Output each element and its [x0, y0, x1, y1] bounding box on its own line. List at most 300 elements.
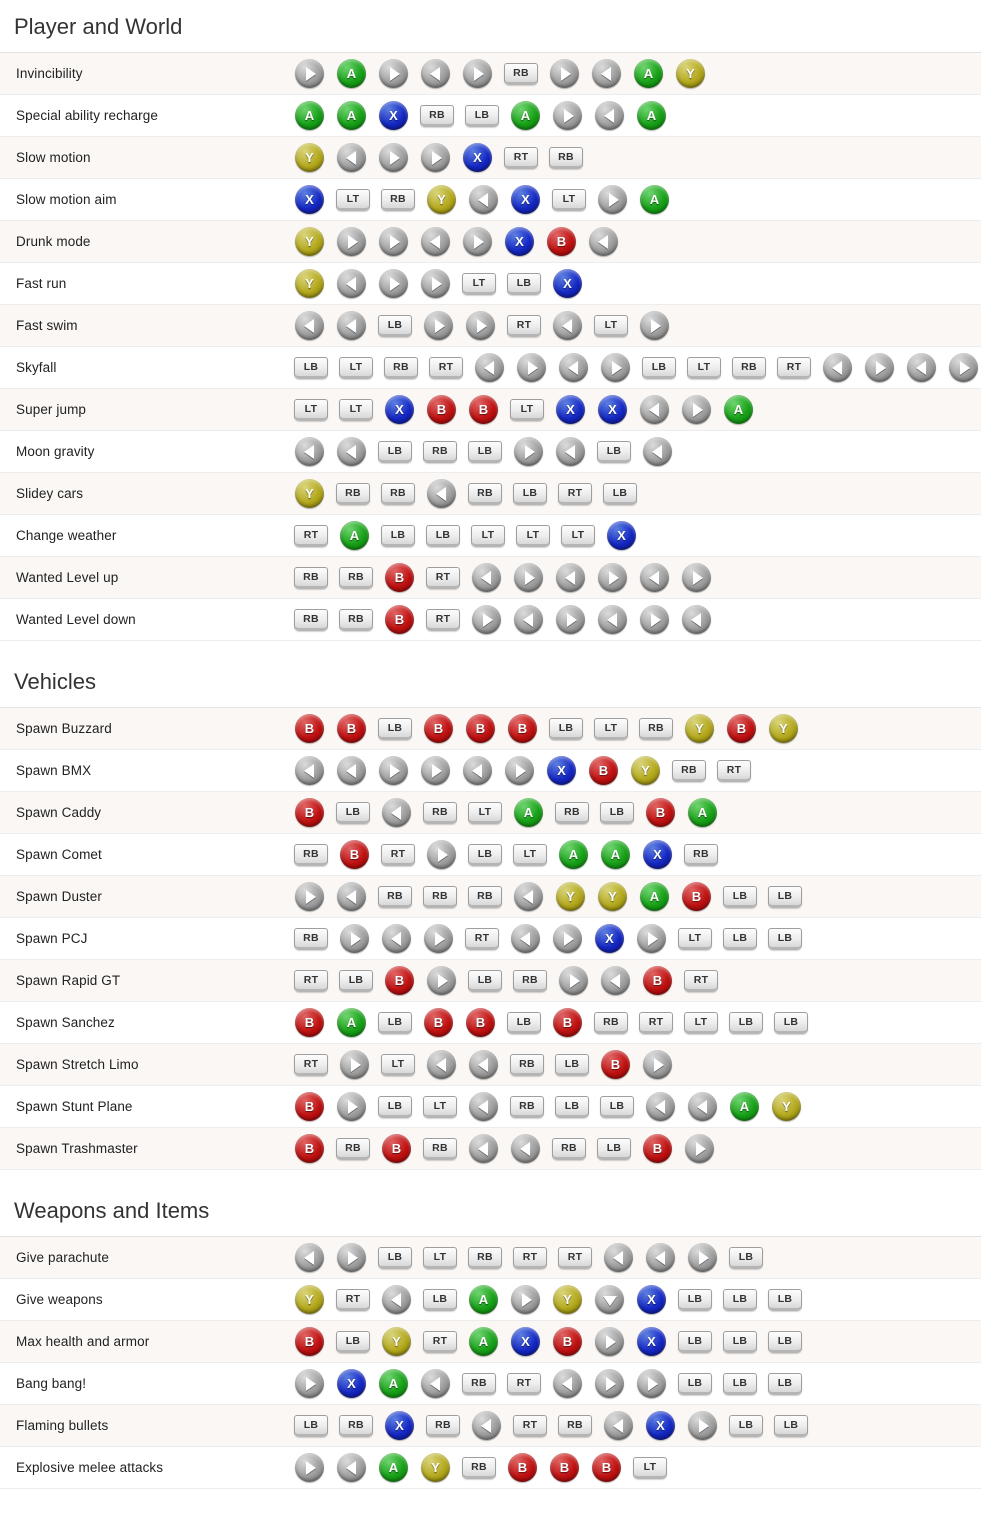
dpad-left-icon — [469, 1134, 498, 1163]
arrow-glyph — [346, 1461, 356, 1475]
dpad-right-icon — [637, 1369, 666, 1398]
arrow-glyph — [516, 764, 526, 778]
button-sequence — [290, 101, 679, 130]
button-lb-icon: LB — [774, 1012, 808, 1034]
dpad-right-icon — [421, 756, 450, 785]
button-sequence — [290, 1327, 814, 1356]
arrow-glyph — [655, 1100, 665, 1114]
arrow-glyph — [438, 974, 448, 988]
arrow-glyph — [693, 403, 703, 417]
button-rb-icon: RB — [462, 1373, 496, 1395]
button-y-icon: Y — [295, 479, 324, 508]
button-lb-icon: LB — [597, 441, 631, 463]
button-lb-icon: LB — [768, 886, 802, 908]
button-a-icon: A — [634, 59, 663, 88]
dpad-right-icon — [601, 353, 630, 382]
button-a-icon: A — [295, 101, 324, 130]
arrow-glyph — [436, 487, 446, 501]
button-rb-icon: RB — [510, 1096, 544, 1118]
button-rt-icon: RT — [336, 1289, 370, 1311]
button-rb-icon: RB — [378, 886, 412, 908]
button-rt-icon: RT — [423, 1331, 457, 1353]
arrow-glyph — [432, 277, 442, 291]
dpad-left-icon — [421, 227, 450, 256]
button-sequence — [290, 1092, 814, 1121]
dpad-left-icon — [646, 1243, 675, 1272]
cheat-name: Spawn Stunt Plane — [16, 1099, 133, 1114]
arrow-glyph — [304, 445, 314, 459]
arrow-glyph — [346, 764, 356, 778]
button-rb-icon: RB — [558, 1415, 592, 1437]
button-y-icon: Y — [553, 1285, 582, 1314]
button-b-icon: B — [295, 798, 324, 827]
table-row — [0, 1237, 981, 1279]
dpad-right-icon — [637, 924, 666, 953]
cheat-name: Slow motion aim — [16, 192, 117, 207]
button-lt-icon: LT — [684, 1012, 718, 1034]
button-y-icon: Y — [295, 143, 324, 172]
button-lb-icon: LB — [678, 1289, 712, 1311]
button-lb-icon: LB — [423, 1289, 457, 1311]
button-sequence — [290, 840, 730, 869]
button-rb-icon: RB — [423, 886, 457, 908]
dpad-right-icon — [598, 185, 627, 214]
button-rb-icon: RB — [426, 1415, 460, 1437]
arrow-glyph — [430, 67, 440, 81]
section-title: Player and World — [0, 0, 981, 53]
cheat-name: Spawn PCJ — [16, 931, 88, 946]
dpad-right-icon — [682, 563, 711, 592]
button-lt-icon: LT — [339, 399, 373, 421]
button-a-icon: A — [340, 521, 369, 550]
arrow-glyph — [481, 1419, 491, 1433]
button-lb-icon: LB — [378, 441, 412, 463]
dpad-left-icon — [337, 882, 366, 911]
button-rt-icon: RT — [507, 1373, 541, 1395]
button-a-icon: A — [637, 101, 666, 130]
dpad-left-icon — [604, 1411, 633, 1440]
dpad-left-icon — [469, 185, 498, 214]
button-lb-icon: LB — [723, 1373, 757, 1395]
table-row — [0, 137, 981, 179]
button-x-icon: X — [637, 1285, 666, 1314]
button-lb-icon: LB — [378, 315, 412, 337]
arrow-glyph — [568, 361, 578, 375]
dpad-left-icon — [601, 966, 630, 995]
button-lt-icon: LT — [594, 718, 628, 740]
arrow-glyph — [525, 571, 535, 585]
table-row — [0, 431, 981, 473]
dpad-right-icon — [685, 1134, 714, 1163]
button-rt-icon: RT — [507, 315, 541, 337]
arrow-glyph — [306, 1377, 316, 1391]
button-y-icon: Y — [295, 1285, 324, 1314]
button-y-icon: Y — [421, 1453, 450, 1482]
button-x-icon: X — [547, 756, 576, 785]
button-rt-icon: RT — [504, 147, 538, 169]
table-row — [0, 960, 981, 1002]
dpad-left-icon — [295, 311, 324, 340]
cheat-name: Flaming bullets — [16, 1418, 109, 1433]
dpad-right-icon — [295, 882, 324, 911]
arrow-glyph — [306, 67, 316, 81]
dpad-right-icon — [427, 966, 456, 995]
arrow-glyph — [346, 277, 356, 291]
button-lb-icon: LB — [339, 970, 373, 992]
arrow-glyph — [390, 235, 400, 249]
table-row — [0, 1002, 981, 1044]
cheat-name: Give weapons — [16, 1292, 103, 1307]
button-b-icon: B — [589, 756, 618, 785]
button-sequence — [290, 882, 814, 911]
arrow-glyph — [609, 571, 619, 585]
dpad-right-icon — [598, 563, 627, 592]
dpad-left-icon — [643, 437, 672, 466]
button-y-icon: Y — [295, 269, 324, 298]
button-a-icon: A — [514, 798, 543, 827]
arrow-glyph — [474, 235, 484, 249]
button-lb-icon: LB — [678, 1331, 712, 1353]
button-sequence — [290, 1050, 685, 1079]
button-rb-icon: RB — [339, 1415, 373, 1437]
button-x-icon: X — [595, 924, 624, 953]
arrow-glyph — [430, 1377, 440, 1391]
arrow-glyph — [474, 67, 484, 81]
button-x-icon: X — [295, 185, 324, 214]
dpad-right-icon — [379, 59, 408, 88]
arrow-glyph — [651, 319, 661, 333]
arrow-glyph — [613, 1419, 623, 1433]
button-a-icon: A — [730, 1092, 759, 1121]
button-y-icon: Y — [556, 882, 585, 911]
button-lt-icon: LT — [678, 928, 712, 950]
dpad-left-icon — [427, 1050, 456, 1079]
button-b-icon: B — [646, 798, 675, 827]
button-b-icon: B — [469, 395, 498, 424]
button-rt-icon: RT — [294, 525, 328, 547]
table-row — [0, 876, 981, 918]
dpad-right-icon — [379, 143, 408, 172]
arrow-glyph — [432, 764, 442, 778]
button-lb-icon: LB — [381, 525, 415, 547]
dpad-left-icon — [427, 479, 456, 508]
arrow-glyph — [390, 277, 400, 291]
button-rb-icon: RB — [510, 1054, 544, 1076]
table-row — [0, 792, 981, 834]
dpad-right-icon — [553, 924, 582, 953]
arrow-glyph — [649, 571, 659, 585]
table-row — [0, 1405, 981, 1447]
button-rb-icon: RB — [339, 567, 373, 589]
button-b-icon: B — [427, 395, 456, 424]
dpad-left-icon — [295, 756, 324, 785]
button-a-icon: A — [379, 1369, 408, 1398]
cheat-name: Spawn BMX — [16, 763, 92, 778]
button-x-icon: X — [511, 185, 540, 214]
button-sequence — [290, 1134, 727, 1163]
button-rt-icon: RT — [294, 1054, 328, 1076]
button-lt-icon: LT — [594, 315, 628, 337]
arrow-glyph — [346, 319, 356, 333]
button-a-icon: A — [688, 798, 717, 827]
button-b-icon: B — [727, 714, 756, 743]
button-b-icon: B — [340, 840, 369, 869]
button-rb-icon: RB — [294, 609, 328, 631]
button-a-icon: A — [337, 101, 366, 130]
arrow-glyph — [916, 361, 926, 375]
dpad-left-icon — [337, 143, 366, 172]
dpad-left-icon — [463, 756, 492, 785]
dpad-left-icon — [688, 1092, 717, 1121]
button-b-icon: B — [295, 1327, 324, 1356]
arrow-glyph — [523, 613, 533, 627]
arrow-glyph — [348, 1100, 358, 1114]
button-rb-icon: RB — [336, 1138, 370, 1160]
button-lb-icon: LB — [513, 483, 547, 505]
dpad-right-icon — [427, 840, 456, 869]
button-rb-icon: RB — [381, 189, 415, 211]
arrow-glyph — [691, 613, 701, 627]
button-rb-icon: RB — [294, 844, 328, 866]
dpad-right-icon — [340, 924, 369, 953]
dpad-left-icon — [295, 1243, 324, 1272]
button-lb-icon: LB — [723, 886, 757, 908]
button-lt-icon: LT — [423, 1096, 457, 1118]
button-rb-icon: RB — [420, 105, 454, 127]
button-lt-icon: LT — [339, 357, 373, 379]
cheat-row-list — [0, 708, 981, 1170]
button-sequence — [290, 59, 718, 88]
button-x-icon: X — [385, 1411, 414, 1440]
dpad-left-icon — [475, 353, 504, 382]
button-sequence — [290, 311, 682, 340]
button-lb-icon: LB — [378, 1247, 412, 1269]
button-sequence — [290, 1411, 820, 1440]
arrow-glyph — [432, 151, 442, 165]
cheat-name: Max health and armor — [16, 1334, 150, 1349]
arrow-glyph — [655, 1251, 665, 1265]
button-rt-icon: RT — [381, 844, 415, 866]
dpad-left-icon — [514, 605, 543, 634]
button-sequence — [290, 1285, 814, 1314]
button-lt-icon: LT — [552, 189, 586, 211]
button-x-icon: X — [337, 1369, 366, 1398]
dpad-right-icon — [559, 966, 588, 995]
arrow-glyph — [570, 974, 580, 988]
dpad-right-icon — [379, 756, 408, 785]
button-b-icon: B — [385, 563, 414, 592]
cheat-name: Spawn Rapid GT — [16, 973, 121, 988]
button-lb-icon: LB — [426, 525, 460, 547]
cheat-name: Give parachute — [16, 1250, 109, 1265]
cheat-name: Slow motion — [16, 150, 91, 165]
dpad-left-icon — [469, 1092, 498, 1121]
arrow-glyph — [603, 1296, 617, 1306]
button-x-icon: X — [379, 101, 408, 130]
button-b-icon: B — [547, 227, 576, 256]
button-b-icon: B — [295, 714, 324, 743]
cheat-name: Fast run — [16, 276, 67, 291]
button-y-icon: Y — [685, 714, 714, 743]
arrow-glyph — [651, 613, 661, 627]
button-b-icon: B — [592, 1453, 621, 1482]
arrow-glyph — [478, 193, 488, 207]
arrow-glyph — [562, 1377, 572, 1391]
arrow-glyph — [391, 932, 401, 946]
button-x-icon: X — [598, 395, 627, 424]
button-x-icon: X — [511, 1327, 540, 1356]
button-y-icon: Y — [676, 59, 705, 88]
arrow-glyph — [612, 361, 622, 375]
cheat-name: Invincibility — [16, 66, 83, 81]
arrow-glyph — [484, 361, 494, 375]
dpad-right-icon — [295, 59, 324, 88]
arrow-glyph — [601, 67, 611, 81]
dpad-left-icon — [646, 1092, 675, 1121]
arrow-glyph — [391, 806, 401, 820]
arrow-glyph — [648, 1377, 658, 1391]
button-rb-icon: RB — [423, 1138, 457, 1160]
dpad-right-icon — [466, 311, 495, 340]
dpad-left-icon — [337, 437, 366, 466]
dpad-right-icon — [379, 269, 408, 298]
dpad-down-icon — [595, 1285, 624, 1314]
button-lt-icon: LT — [510, 399, 544, 421]
button-rb-icon: RB — [294, 567, 328, 589]
button-b-icon: B — [466, 1008, 495, 1037]
cheat-row-list — [0, 1237, 981, 1489]
button-lt-icon: LT — [294, 399, 328, 421]
table-row — [0, 557, 981, 599]
button-lb-icon: LB — [507, 1012, 541, 1034]
table-row — [0, 473, 981, 515]
arrow-glyph — [304, 764, 314, 778]
arrow-glyph — [430, 235, 440, 249]
arrow-glyph — [346, 151, 356, 165]
dpad-left-icon — [337, 311, 366, 340]
button-sequence — [290, 605, 724, 634]
button-lb-icon: LB — [336, 802, 370, 824]
table-row — [0, 53, 981, 95]
arrow-glyph — [390, 764, 400, 778]
arrow-glyph — [876, 361, 886, 375]
dpad-left-icon — [823, 353, 852, 382]
button-rb-icon: RB — [732, 357, 766, 379]
section — [0, 0, 981, 641]
button-rt-icon: RT — [426, 609, 460, 631]
button-sequence — [290, 563, 724, 592]
button-lt-icon: LT — [468, 802, 502, 824]
arrow-glyph — [436, 1058, 446, 1072]
cheat-name: Spawn Stretch Limo — [16, 1057, 139, 1072]
dpad-left-icon — [640, 563, 669, 592]
cheat-name: Skyfall — [16, 360, 57, 375]
cheat-name: Spawn Duster — [16, 889, 102, 904]
arrow-glyph — [565, 445, 575, 459]
arrow-glyph — [699, 1419, 709, 1433]
button-b-icon: B — [385, 605, 414, 634]
dpad-left-icon — [604, 1243, 633, 1272]
table-row — [0, 389, 981, 431]
dpad-left-icon — [553, 311, 582, 340]
button-x-icon: X — [643, 840, 672, 869]
arrow-glyph — [598, 235, 608, 249]
button-lb-icon: LB — [600, 1096, 634, 1118]
arrow-glyph — [438, 848, 448, 862]
dpad-right-icon — [340, 1050, 369, 1079]
button-lb-icon: LB — [294, 357, 328, 379]
button-lb-icon: LB — [507, 273, 541, 295]
button-a-icon: A — [469, 1327, 498, 1356]
button-b-icon: B — [382, 1134, 411, 1163]
table-row — [0, 179, 981, 221]
button-lb-icon: LB — [723, 1331, 757, 1353]
cheat-name: Spawn Caddy — [16, 805, 102, 820]
button-lb-icon: LB — [378, 718, 412, 740]
table-row — [0, 1086, 981, 1128]
button-lb-icon: LB — [555, 1096, 589, 1118]
dpad-left-icon — [295, 437, 324, 466]
arrow-glyph — [351, 1058, 361, 1072]
button-lb-icon: LB — [549, 718, 583, 740]
button-b-icon: B — [508, 1453, 537, 1482]
button-a-icon: A — [337, 1008, 366, 1037]
button-sequence — [290, 798, 730, 827]
dpad-left-icon — [553, 1369, 582, 1398]
button-a-icon: A — [511, 101, 540, 130]
button-sequence — [290, 1243, 775, 1272]
arrow-glyph — [613, 1251, 623, 1265]
button-b-icon: B — [337, 714, 366, 743]
button-lb-icon: LB — [378, 1096, 412, 1118]
dpad-left-icon — [382, 798, 411, 827]
arrow-glyph — [564, 109, 574, 123]
cheat-name: Bang bang! — [16, 1376, 87, 1391]
arrow-glyph — [604, 109, 614, 123]
arrow-glyph — [472, 764, 482, 778]
button-rb-icon: RB — [468, 886, 502, 908]
cheat-name: Spawn Sanchez — [16, 1015, 115, 1030]
arrow-glyph — [696, 1142, 706, 1156]
dpad-right-icon — [511, 1285, 540, 1314]
button-rt-icon: RT — [639, 1012, 673, 1034]
arrow-glyph — [390, 67, 400, 81]
button-a-icon: A — [724, 395, 753, 424]
dpad-left-icon — [472, 1411, 501, 1440]
button-lt-icon: LT — [516, 525, 550, 547]
dpad-right-icon — [421, 269, 450, 298]
button-rb-icon: RB — [462, 1457, 496, 1479]
button-lt-icon: LT — [513, 844, 547, 866]
button-rb-icon: RB — [504, 63, 538, 85]
dpad-left-icon — [421, 59, 450, 88]
arrow-glyph — [520, 932, 530, 946]
table-row — [0, 750, 981, 792]
button-lb-icon: LB — [768, 1331, 802, 1353]
arrow-glyph — [477, 319, 487, 333]
button-b-icon: B — [466, 714, 495, 743]
button-lb-icon: LB — [378, 1012, 412, 1034]
button-rt-icon: RT — [777, 357, 811, 379]
button-rb-icon: RB — [555, 802, 589, 824]
button-lt-icon: LT — [462, 273, 496, 295]
button-rb-icon: RB — [381, 483, 415, 505]
button-x-icon: X — [553, 269, 582, 298]
cheat-name: Slidey cars — [16, 486, 84, 501]
button-b-icon: B — [682, 882, 711, 911]
dpad-left-icon — [337, 756, 366, 785]
dpad-left-icon — [469, 1050, 498, 1079]
